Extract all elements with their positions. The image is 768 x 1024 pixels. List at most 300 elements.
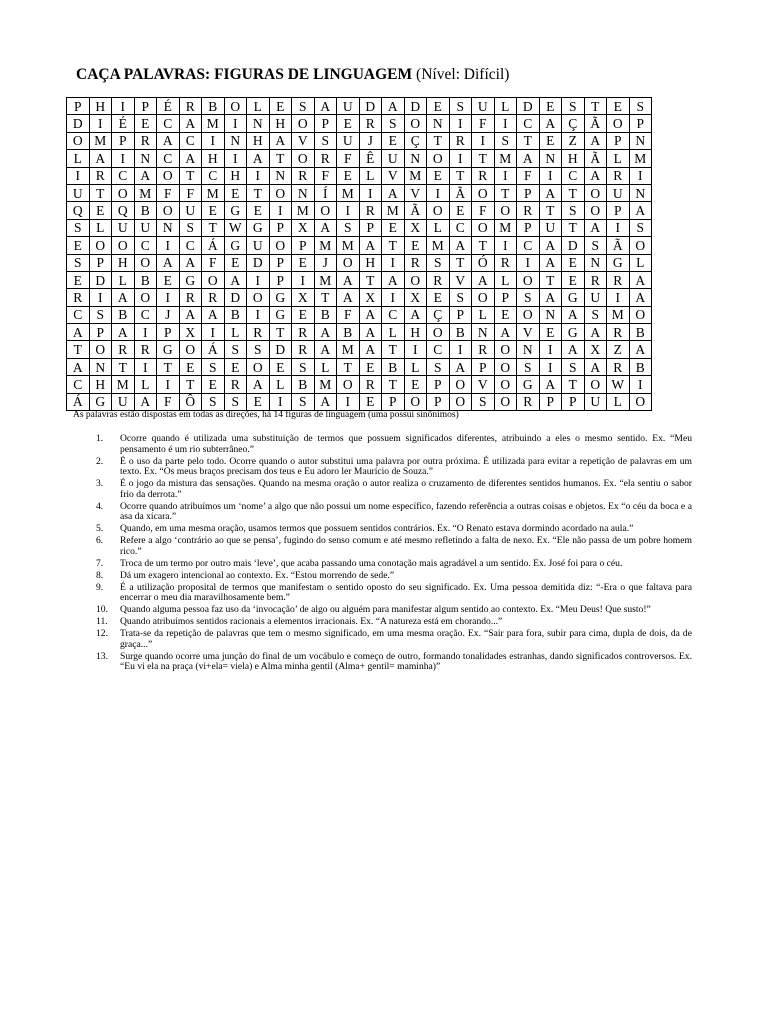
grid-row xyxy=(67,98,652,115)
grid-cell: E xyxy=(427,289,450,306)
grid-cell: I xyxy=(157,376,180,393)
grid-cell: A xyxy=(584,167,607,184)
grid-cell: O xyxy=(337,254,360,271)
grid-cell: P xyxy=(449,306,472,323)
grid-cell: S xyxy=(67,254,90,271)
grid-cell: T xyxy=(382,376,405,393)
grid-cell: G xyxy=(224,202,247,219)
grid-cell: S xyxy=(202,393,225,410)
grid-cell: T xyxy=(67,341,90,358)
grid-cell: S xyxy=(224,341,247,358)
grid-cell: I xyxy=(382,254,405,271)
grid-cell: Á xyxy=(202,237,225,254)
grid-cell: Q xyxy=(67,202,90,219)
grid-cell: E xyxy=(89,202,112,219)
difficulty-level: (Nível: Difícil) xyxy=(412,66,510,83)
grid-cell: A xyxy=(539,289,562,306)
grid-cell: G xyxy=(179,271,202,288)
grid-cell: A xyxy=(382,271,405,288)
grid-cell: X xyxy=(359,289,382,306)
grid-cell: A xyxy=(314,324,337,341)
grid-cell: U xyxy=(607,184,630,201)
grid-row xyxy=(67,341,652,358)
grid-cell: N xyxy=(404,150,427,167)
grid-cell: O xyxy=(584,376,607,393)
grid-row xyxy=(67,237,652,254)
grid-cell: S xyxy=(562,98,585,115)
grid-cell: H xyxy=(89,376,112,393)
grid-cell: S xyxy=(314,132,337,149)
grid-cell: I xyxy=(67,167,90,184)
grid-cell: E xyxy=(359,393,382,410)
grid-cell: N xyxy=(472,324,495,341)
grid-cell: O xyxy=(449,376,472,393)
grid-cell: U xyxy=(539,219,562,236)
grid-cell: R xyxy=(134,341,157,358)
grid-cell: I xyxy=(224,150,247,167)
grid-cell: Ê xyxy=(359,150,382,167)
grid-cell: E xyxy=(427,98,450,115)
grid-cell: A xyxy=(584,324,607,341)
grid-cell: S xyxy=(562,358,585,375)
grid-cell: U xyxy=(179,202,202,219)
grid-cell: A xyxy=(449,237,472,254)
grid-cell: I xyxy=(157,237,180,254)
grid-cell: A xyxy=(112,289,135,306)
grid-cell: G xyxy=(224,237,247,254)
grid-cell: L xyxy=(404,358,427,375)
grid-cell: O xyxy=(404,271,427,288)
grid-row xyxy=(67,184,652,201)
grid-cell: G xyxy=(517,376,540,393)
grid-cell: O xyxy=(404,115,427,132)
grid-cell: F xyxy=(202,254,225,271)
grid-cell: A xyxy=(314,393,337,410)
grid-cell: N xyxy=(134,150,157,167)
grid-cell: T xyxy=(359,271,382,288)
grid-cell: N xyxy=(157,219,180,236)
grid-row xyxy=(67,306,652,323)
grid-cell: D xyxy=(89,271,112,288)
grid-cell: R xyxy=(607,167,630,184)
grid-cell: N xyxy=(539,150,562,167)
clue-number: 2. xyxy=(96,455,104,467)
grid-cell: E xyxy=(247,393,270,410)
grid-cell: I xyxy=(539,341,562,358)
grid-cell: L xyxy=(314,358,337,375)
grid-cell: O xyxy=(112,184,135,201)
grid-cell: C xyxy=(157,150,180,167)
clue-text: Troca de um termo por outro mais ‘leve’, que acaba passando uma conotação mais agradável a um sentido. Ex. José foi para o céu. xyxy=(120,557,623,569)
grid-cell: R xyxy=(494,254,517,271)
grid-cell: O xyxy=(89,237,112,254)
grid-cell: H xyxy=(112,254,135,271)
grid-cell: C xyxy=(382,306,405,323)
grid-cell: E xyxy=(157,271,180,288)
grid-cell: V xyxy=(382,167,405,184)
grid-cell: O xyxy=(292,150,315,167)
grid-cell: E xyxy=(494,306,517,323)
grid-cell: C xyxy=(202,167,225,184)
grid-cell: D xyxy=(404,98,427,115)
grid-cell: B xyxy=(449,324,472,341)
grid-row xyxy=(67,115,652,132)
grid-cell: S xyxy=(427,254,450,271)
grid-cell: R xyxy=(359,202,382,219)
grid-cell: T xyxy=(382,341,405,358)
grid-cell: E xyxy=(359,358,382,375)
grid-cell: C xyxy=(517,237,540,254)
grid-cell: C xyxy=(157,115,180,132)
grid-cell: R xyxy=(607,271,630,288)
grid-cell: B xyxy=(224,306,247,323)
grid-cell: A xyxy=(67,324,90,341)
grid-cell: E xyxy=(202,376,225,393)
grid-cell: C xyxy=(562,167,585,184)
grid-cell: R xyxy=(247,324,270,341)
clue-item xyxy=(96,434,692,455)
grid-cell: F xyxy=(517,167,540,184)
grid-cell: B xyxy=(292,376,315,393)
grid-cell: I xyxy=(629,167,652,184)
grid-cell: U xyxy=(472,98,495,115)
clue-item xyxy=(96,583,692,604)
grid-cell: I xyxy=(89,115,112,132)
grid-cell: E xyxy=(337,115,360,132)
clue-item xyxy=(96,559,692,570)
grid-cell: G xyxy=(157,341,180,358)
grid-cell: O xyxy=(157,167,180,184)
grid-cell: O xyxy=(629,393,652,410)
grid-cell: G xyxy=(269,289,292,306)
grid-cell: A xyxy=(359,306,382,323)
grid-cell: A xyxy=(179,254,202,271)
grid-cell: X xyxy=(404,289,427,306)
clue-item xyxy=(96,605,692,616)
clue-number: 3. xyxy=(96,478,104,489)
grid-cell: V xyxy=(472,376,495,393)
grid-cell: A xyxy=(179,150,202,167)
grid-cell: R xyxy=(179,289,202,306)
clue-item xyxy=(96,457,692,478)
grid-cell: P xyxy=(89,324,112,341)
grid-cell: E xyxy=(539,324,562,341)
grid-cell: N xyxy=(269,167,292,184)
grid-cell: E xyxy=(539,132,562,149)
grid-cell: O xyxy=(112,237,135,254)
grid-cell: I xyxy=(337,393,360,410)
grid-cell: B xyxy=(134,271,157,288)
grid-cell: N xyxy=(247,115,270,132)
grid-cell: V xyxy=(449,271,472,288)
grid-cell: T xyxy=(539,202,562,219)
grid-cell: T xyxy=(494,184,517,201)
grid-cell: R xyxy=(607,358,630,375)
grid-cell: A xyxy=(562,341,585,358)
grid-cell: E xyxy=(382,219,405,236)
grid-cell: I xyxy=(607,219,630,236)
grid-cell: D xyxy=(562,237,585,254)
clue-text: É a utilização proposital de termos que manifestam o sentido oposto do seu significado. Ex. Uma pessoa demitida diz: “-Era o que faltava para encerrar o meu dia maravilhosamente bem.” xyxy=(120,581,692,603)
grid-cell: I xyxy=(539,167,562,184)
grid-cell: S xyxy=(179,219,202,236)
grid-cell: G xyxy=(89,393,112,410)
grid-cell: O xyxy=(494,393,517,410)
grid-cell: R xyxy=(472,167,495,184)
grid-cell: A xyxy=(562,306,585,323)
grid-cell: Á xyxy=(67,393,90,410)
clue-text: Quando, em uma mesma oração, usamos termos que possuem sentidos contrários. Ex. “O Renato estava dormindo acordado na aula.” xyxy=(120,523,634,534)
grid-cell: D xyxy=(359,98,382,115)
grid-cell: M xyxy=(337,237,360,254)
grid-cell: C xyxy=(179,132,202,149)
grid-cell: B xyxy=(629,324,652,341)
grid-cell: T xyxy=(337,358,360,375)
grid-cell: A xyxy=(337,271,360,288)
grid-cell: E xyxy=(247,202,270,219)
grid-cell: C xyxy=(67,306,90,323)
grid-cell: F xyxy=(179,184,202,201)
grid-cell: U xyxy=(337,98,360,115)
grid-cell: I xyxy=(472,132,495,149)
grid-cell: C xyxy=(449,219,472,236)
grid-cell: X xyxy=(179,324,202,341)
grid-cell: N xyxy=(539,306,562,323)
grid-cell: O xyxy=(292,115,315,132)
grid-cell: A xyxy=(629,341,652,358)
grid-cell: E xyxy=(607,98,630,115)
grid-cell: R xyxy=(449,132,472,149)
grid-cell: S xyxy=(629,98,652,115)
grid-cell: M xyxy=(314,271,337,288)
grid-cell: R xyxy=(224,376,247,393)
grid-cell: T xyxy=(449,254,472,271)
grid-cell: I xyxy=(247,306,270,323)
clue-item xyxy=(96,502,692,523)
grid-cell: O xyxy=(67,132,90,149)
grid-cell: B xyxy=(202,98,225,115)
clue-number: 10. xyxy=(96,604,108,615)
grid-cell: O xyxy=(472,184,495,201)
grid-cell: P xyxy=(269,254,292,271)
grid-cell: S xyxy=(629,219,652,236)
grid-cell: O xyxy=(89,341,112,358)
clue-number: 5. xyxy=(96,523,104,534)
grid-cell: X xyxy=(404,219,427,236)
grid-cell: Ã xyxy=(584,115,607,132)
grid-cell: F xyxy=(314,167,337,184)
grid-cell: N xyxy=(427,115,450,132)
grid-cell: L xyxy=(359,167,382,184)
grid-cell: X xyxy=(292,289,315,306)
grid-cell: A xyxy=(359,324,382,341)
grid-cell: S xyxy=(89,306,112,323)
grid-cell: L xyxy=(494,98,517,115)
grid-cell: R xyxy=(67,289,90,306)
grid-cell: A xyxy=(629,271,652,288)
grid-row xyxy=(67,150,652,167)
grid-cell: M xyxy=(202,115,225,132)
grid-cell: T xyxy=(584,98,607,115)
grid-cell: O xyxy=(247,289,270,306)
grid-cell: P xyxy=(607,132,630,149)
grid-cell: E xyxy=(382,132,405,149)
grid-cell: O xyxy=(494,358,517,375)
grid-cell: S xyxy=(382,115,405,132)
grid-cell: P xyxy=(517,184,540,201)
grid-cell: M xyxy=(404,167,427,184)
grid-cell: T xyxy=(269,324,292,341)
grid-cell: L xyxy=(67,150,90,167)
grid-cell: S xyxy=(292,393,315,410)
grid-cell: N xyxy=(292,184,315,201)
grid-cell: C xyxy=(134,306,157,323)
grid-row xyxy=(67,376,652,393)
grid-cell: A xyxy=(404,306,427,323)
grid-cell: J xyxy=(314,254,337,271)
grid-cell: P xyxy=(607,202,630,219)
grid-cell: I xyxy=(449,341,472,358)
grid-cell: Ç xyxy=(427,306,450,323)
grid-cell: A xyxy=(584,358,607,375)
grid-row xyxy=(67,271,652,288)
grid-cell: O xyxy=(427,202,450,219)
grid-cell: L xyxy=(269,376,292,393)
grid-cell: P xyxy=(359,219,382,236)
grid-cell: T xyxy=(179,376,202,393)
grid-cell: P xyxy=(472,358,495,375)
grid-row xyxy=(67,289,652,306)
grid-row xyxy=(67,202,652,219)
grid-cell: T xyxy=(89,184,112,201)
clue-number: 8. xyxy=(96,569,104,581)
grid-cell: H xyxy=(247,132,270,149)
grid-cell: R xyxy=(314,150,337,167)
grid-cell: P xyxy=(562,393,585,410)
grid-cell: J xyxy=(359,132,382,149)
grid-cell: L xyxy=(629,254,652,271)
grid-cell: A xyxy=(337,289,360,306)
grid-cell: E xyxy=(337,167,360,184)
grid-cell: A xyxy=(157,132,180,149)
grid-cell: P xyxy=(89,254,112,271)
grid-cell: G xyxy=(247,219,270,236)
grid-cell: P xyxy=(67,98,90,115)
grid-cell: I xyxy=(382,289,405,306)
grid-cell: Ó xyxy=(472,254,495,271)
grid-cell: F xyxy=(472,202,495,219)
grid-cell: O xyxy=(134,254,157,271)
grid-cell: U xyxy=(337,132,360,149)
grid-cell: T xyxy=(449,167,472,184)
grid-cell: P xyxy=(629,115,652,132)
grid-cell: V xyxy=(517,324,540,341)
grid-cell: E xyxy=(224,254,247,271)
grid-cell: E xyxy=(449,202,472,219)
grid-cell: S xyxy=(292,358,315,375)
grid-cell: M xyxy=(382,202,405,219)
grid-cell: B xyxy=(314,306,337,323)
grid-cell: D xyxy=(517,98,540,115)
grid-cell: A xyxy=(539,184,562,201)
grid-cell: L xyxy=(224,324,247,341)
grid-cell: E xyxy=(224,358,247,375)
grid-cell: Ô xyxy=(179,393,202,410)
grid-row xyxy=(67,132,652,149)
grid-cell: G xyxy=(562,324,585,341)
grid-cell: S xyxy=(449,98,472,115)
grid-cell: F xyxy=(472,115,495,132)
grid-cell: I xyxy=(629,376,652,393)
grid-cell: M xyxy=(314,237,337,254)
grid-cell: I xyxy=(202,324,225,341)
grid-cell: M xyxy=(337,341,360,358)
grid-cell: I xyxy=(359,184,382,201)
grid-cell: U xyxy=(584,289,607,306)
grid-cell: O xyxy=(404,393,427,410)
grid-cell: V xyxy=(292,132,315,149)
grid-cell: R xyxy=(134,132,157,149)
grid-cell: W xyxy=(607,376,630,393)
grid-cell: T xyxy=(562,219,585,236)
grid-cell: E xyxy=(292,254,315,271)
grid-cell: O xyxy=(517,306,540,323)
grid-cell: A xyxy=(584,219,607,236)
grid-cell: L xyxy=(607,150,630,167)
grid-cell: V xyxy=(404,184,427,201)
grid-cell: U xyxy=(112,393,135,410)
grid-cell: G xyxy=(562,289,585,306)
grid-cell: D xyxy=(224,289,247,306)
grid-cell: L xyxy=(134,376,157,393)
grid-cell: F xyxy=(337,306,360,323)
grid-row xyxy=(67,254,652,271)
grid-cell: C xyxy=(517,115,540,132)
grid-cell: R xyxy=(292,324,315,341)
title-main: CAÇA PALAVRAS: FIGURAS DE LINGUAGEM xyxy=(76,66,413,83)
grid-cell: Í xyxy=(314,184,337,201)
grid-cell: I xyxy=(517,254,540,271)
grid-cell: R xyxy=(112,341,135,358)
grid-cell: O xyxy=(607,115,630,132)
grid-cell: I xyxy=(157,289,180,306)
grid-cell: B xyxy=(629,358,652,375)
grid-cell: R xyxy=(179,98,202,115)
clue-item xyxy=(96,524,692,535)
grid-cell: O xyxy=(269,237,292,254)
grid-cell: I xyxy=(449,115,472,132)
clue-number: 6. xyxy=(96,535,104,546)
grid-cell: M xyxy=(314,376,337,393)
grid-cell: I xyxy=(269,393,292,410)
grid-cell: P xyxy=(539,393,562,410)
grid-cell: X xyxy=(584,341,607,358)
grid-cell: B xyxy=(134,202,157,219)
grid-cell: É xyxy=(112,115,135,132)
grid-cell: T xyxy=(269,150,292,167)
clue-text: Quando alguma pessoa faz uso da ‘invocação’ de algo ou alguém para manifestar algum sentido ao contexto. Ex. “Meu Deus! Que susto!” xyxy=(120,604,651,615)
grid-cell: N xyxy=(89,358,112,375)
grid-cell: O xyxy=(427,150,450,167)
grid-cell: Ã xyxy=(404,202,427,219)
grid-cell: O xyxy=(134,289,157,306)
grid-cell: I xyxy=(134,358,157,375)
grid-cell: T xyxy=(157,358,180,375)
grid-cell: T xyxy=(427,132,450,149)
grid-cell: A xyxy=(382,184,405,201)
grid-cell: A xyxy=(359,341,382,358)
grid-cell: L xyxy=(89,219,112,236)
